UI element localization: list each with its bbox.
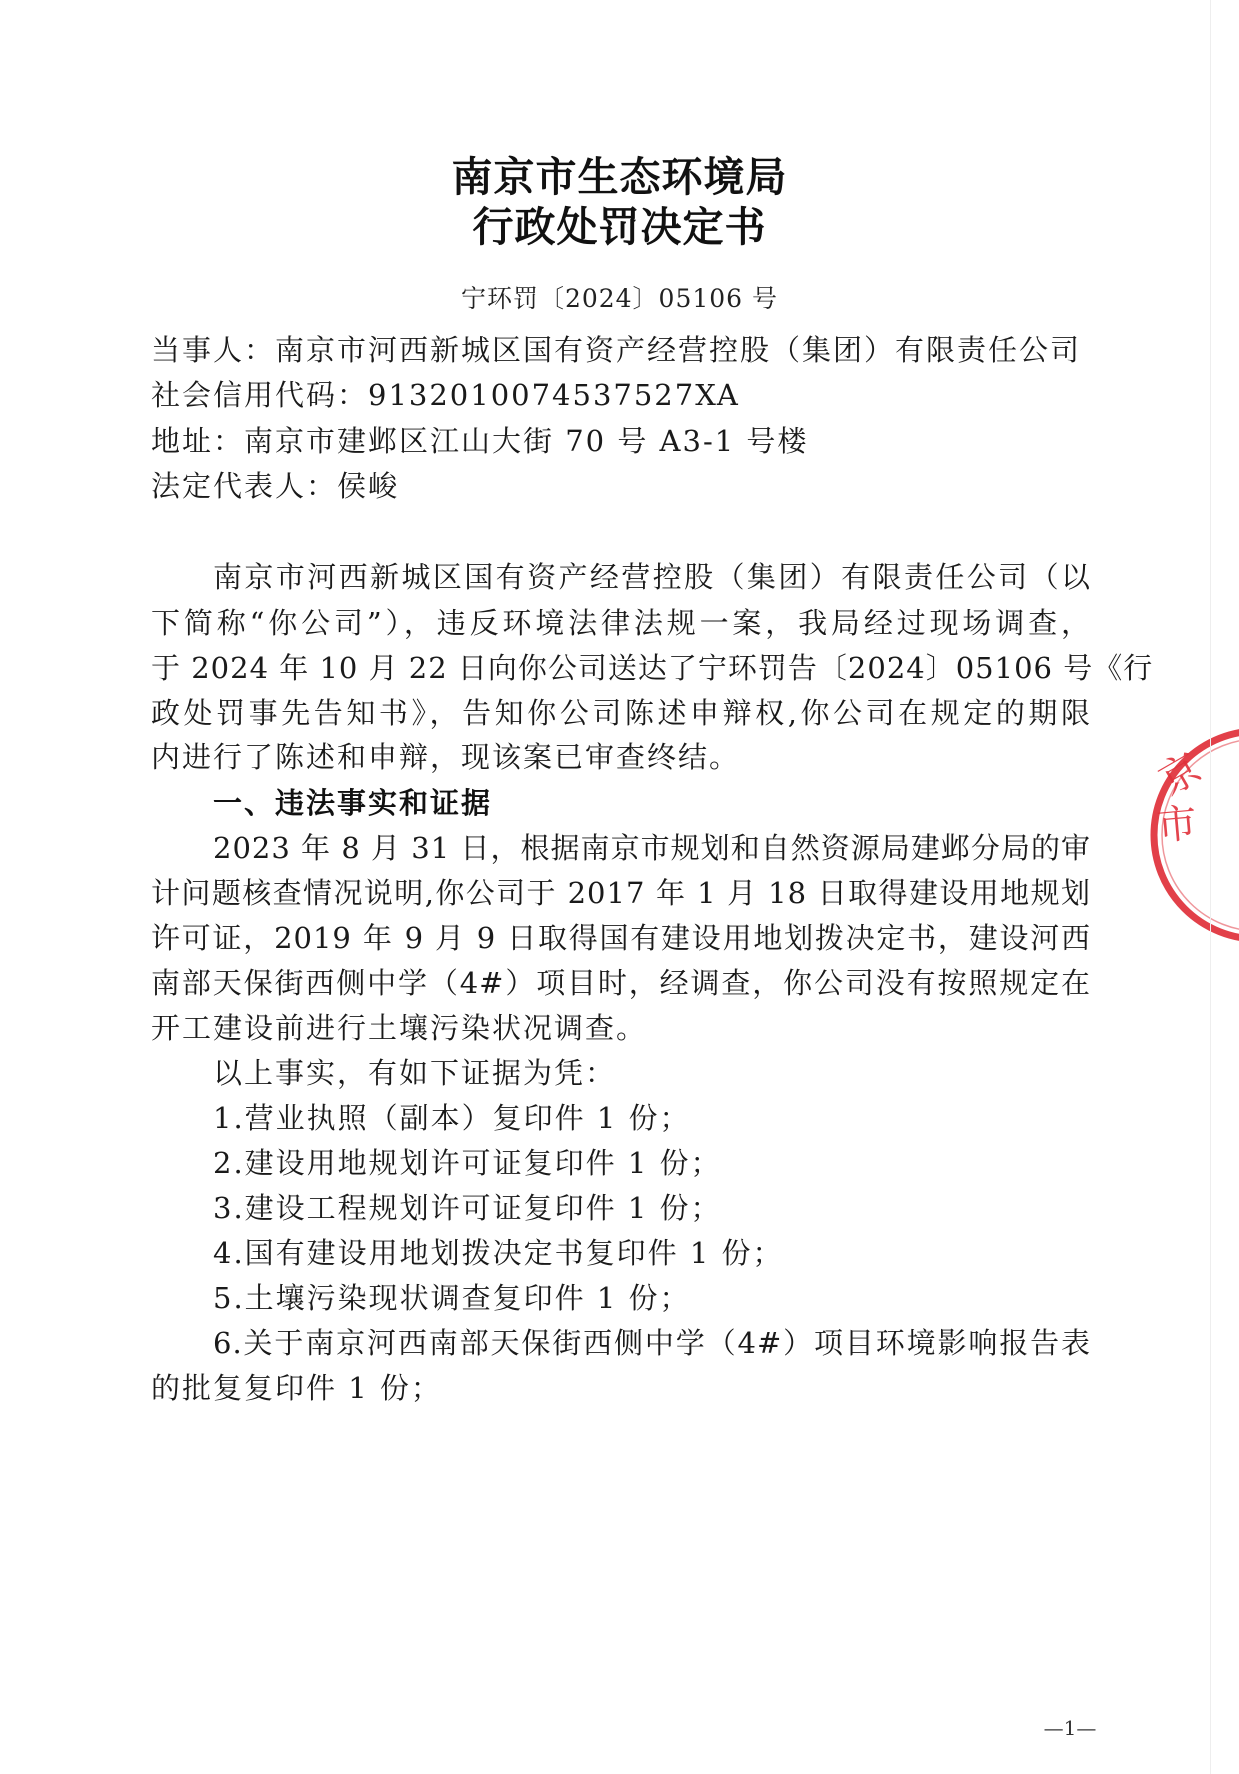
party-representative: 法定代表人：侯峻 <box>151 469 400 503</box>
intro-line: 南京市河西新城区国有资产经营控股（集团）有限责任公司（以 <box>213 560 1091 594</box>
intro-line: 于 2024 年 10 月 22 日向你公司送达了宁环罚告〔2024〕05106 号《行 <box>151 651 1154 685</box>
title-line-2: 行政处罚决定书 <box>472 203 767 251</box>
facts-line: 2023 年 8 月 31 日，根据南京市规划和自然资源局建邺分局的审 <box>213 831 1091 865</box>
intro-line: 政处罚事先告知书》，告知你公司陈述申辩权,你公司在规定的期限 <box>151 696 1091 730</box>
facts-line: 计问题核查情况说明,你公司于 2017 年 1 月 18 日取得建设用地规划 <box>151 876 1091 910</box>
party-address: 地址：南京市建邺区江山大街 70 号 A3-1 号楼 <box>151 424 809 458</box>
party-credit-code: 社会信用代码：9132010074537527XA <box>151 378 740 412</box>
facts-line: 许可证，2019 年 9 月 9 日取得国有建设用地划拨决定书，建设河西 <box>151 921 1091 955</box>
evidence-item: 6.关于南京河西南部天保街西侧中学（4#）项目环境影响报告表 <box>213 1326 1091 1360</box>
intro-line: 内进行了陈述和申辩，现该案已审查终结。 <box>151 740 741 774</box>
evidence-item: 3.建设工程规划许可证复印件 1 份； <box>213 1191 722 1225</box>
title-line-1: 南京市生态环境局 <box>451 153 788 201</box>
document-number: 宁环罚〔2024〕05106 号 <box>460 284 779 313</box>
svg-text:市: 市 <box>1154 800 1199 850</box>
scan-edge <box>1210 0 1211 1774</box>
facts-line: 开工建设前进行土壤污染状况调查。 <box>151 1011 648 1045</box>
evidence-item: 1.营业执照（副本）复印件 1 份； <box>213 1101 691 1135</box>
section-heading: 一、违法事实和证据 <box>213 786 493 820</box>
evidence-item: 5.土壤污染现状调查复印件 1 份； <box>213 1281 691 1315</box>
intro-line: 下简称“你公司”），违反环境法律法规一案，我局经过现场调查， <box>151 606 1091 640</box>
evidence-item: 的批复复印件 1 份； <box>151 1371 442 1405</box>
evidence-item: 4.国有建设用地划拨决定书复印件 1 份； <box>213 1236 784 1270</box>
evidence-intro: 以上事实，有如下证据为凭： <box>213 1056 617 1090</box>
svg-text:京: 京 <box>1151 744 1210 805</box>
page-number: —1— <box>1043 1716 1097 1740</box>
party-name: 当事人：南京市河西新城区国有资产经营控股（集团）有限责任公司 <box>151 333 1082 367</box>
evidence-item: 2.建设用地规划许可证复印件 1 份； <box>213 1146 722 1180</box>
official-seal-stamp <box>1140 720 1239 950</box>
facts-line: 南部天保街西侧中学（4#）项目时，经调查，你公司没有按照规定在 <box>151 966 1091 1000</box>
